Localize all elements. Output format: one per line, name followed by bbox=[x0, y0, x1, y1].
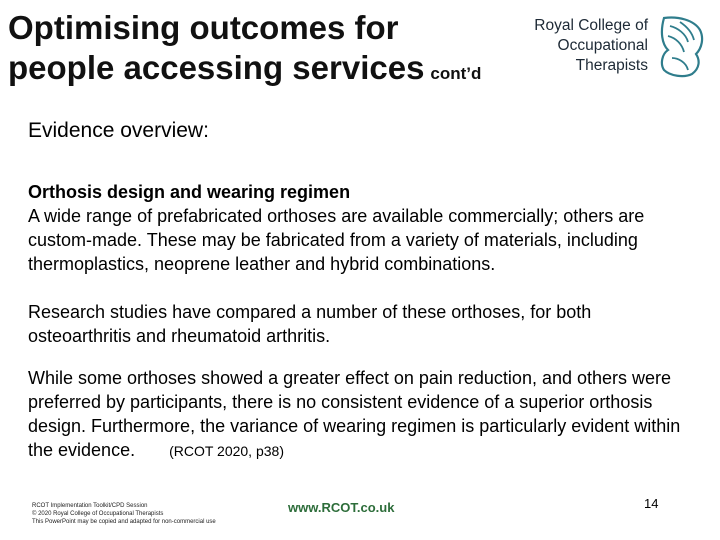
title-suffix: cont’d bbox=[430, 64, 482, 83]
page-number: 14 bbox=[644, 496, 659, 511]
footer-url-link[interactable]: www.RCOT.co.uk bbox=[288, 500, 395, 515]
footer-note-line-2: © 2020 Royal College of Occupational Therapists bbox=[32, 511, 164, 517]
rcot-crest-icon bbox=[656, 14, 706, 78]
title-line-2 bbox=[8, 48, 548, 94]
footer-note-line-1: RCOT Implementation Toolkit/CPD Session bbox=[32, 503, 148, 509]
paragraph-1 bbox=[28, 180, 698, 276]
citation: (RCOT 2020, p38) bbox=[169, 443, 284, 459]
paragraph-3 bbox=[28, 366, 698, 463]
logo-line-1: Royal College of bbox=[534, 17, 648, 34]
slide-title bbox=[8, 8, 548, 94]
logo-text bbox=[530, 16, 648, 76]
footer-note-line-3: This PowerPoint may be copied and adapted for non-commercial use bbox=[32, 519, 216, 525]
rcot-logo bbox=[530, 14, 710, 78]
title-line-2-text: people accessing services bbox=[8, 49, 425, 86]
paragraph-3-text: While some orthoses showed a greater effect on pain reduction, and others were preferred by participants, there is no consistent evidence of a superior orthosis design. Furthermore, the variance of wearing regimen is particularly evident within the evidence. bbox=[28, 368, 681, 460]
paragraph-2: Research studies have compared a number of these orthoses, for both osteoarthritis and rheumatoid arthritis. bbox=[28, 302, 592, 346]
paragraph-1-text: A wide range of prefabricated orthoses are available commercially; others are custom-made. These may be fabricated from a variety of materials, including thermoplastics, neoprene leather and hybrid combinations. bbox=[28, 206, 645, 274]
subheading: Orthosis design and wearing regimen bbox=[28, 182, 351, 202]
logo-line-3: Therapists bbox=[575, 57, 648, 74]
section-heading: Evidence overview: bbox=[28, 119, 209, 142]
footer-note bbox=[32, 502, 222, 526]
title-line-1: Optimising outcomes for bbox=[8, 9, 399, 46]
logo-line-2: Occupational bbox=[557, 37, 648, 54]
